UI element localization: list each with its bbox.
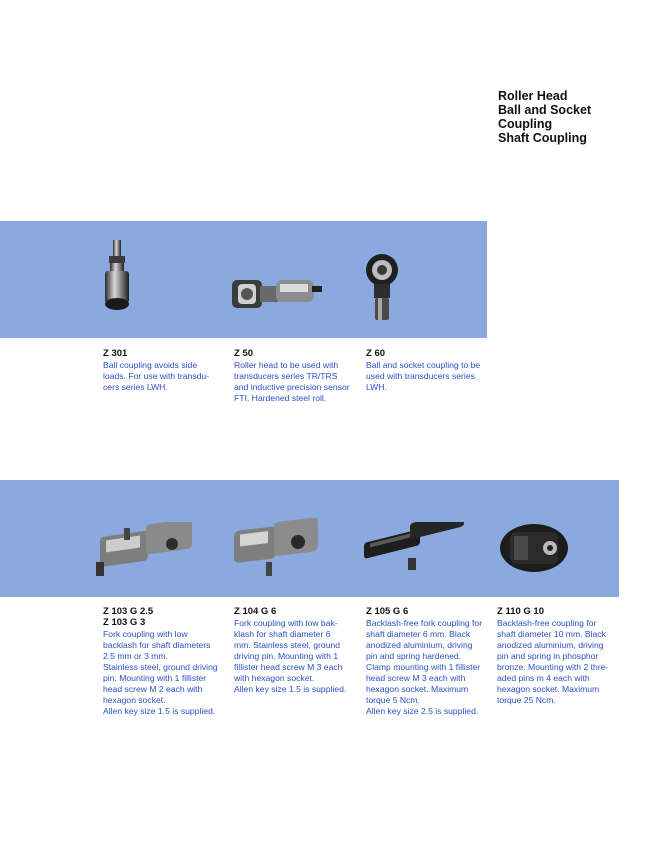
description-line: hexagon socket. Maximum (497, 684, 600, 694)
product-code: Z 103 G 2.5 (103, 606, 154, 617)
description-line: torque 25 Ncm. (497, 695, 556, 705)
description-line: mm. Stainless steel, ground (234, 640, 341, 650)
description-line: with hexagon socket. (234, 673, 315, 683)
description-line: aded pins m 4 each with (497, 673, 590, 683)
product-z301 (103, 348, 225, 393)
z105-fork-coupling-image (360, 522, 470, 576)
description-line: used with transducers series (366, 371, 475, 381)
product-description (366, 618, 488, 717)
description-line: Allen key size 2.5 is supplied. (366, 706, 479, 716)
page-title (498, 89, 591, 145)
product-z110 (497, 606, 619, 706)
product-description (234, 360, 356, 404)
description-line: driving pin. Mounting with 1 (234, 651, 339, 661)
title-line: Coupling (498, 117, 553, 131)
description-line: head screw M 3 each with (366, 673, 466, 683)
z50-roller-head-image (228, 266, 324, 318)
description-line: pin and spring in phosphor (497, 651, 599, 661)
product-z105 (366, 606, 488, 717)
description-line: loads. For use with transdu- (103, 371, 210, 381)
description-line: Ball and socket coupling to be (366, 360, 481, 370)
description-line: Fork coupling with low (103, 629, 188, 639)
product-z103 (103, 606, 225, 717)
title-line: Shaft Coupling (498, 131, 587, 145)
product-description (103, 360, 225, 393)
description-line: bronze. Mounting with 2 thre- (497, 662, 609, 672)
description-line: shaft diameter 6 mm. Black (366, 629, 471, 639)
description-line: fillister head screw M 3 each (234, 662, 343, 672)
description-line: hexagon socket. Maximum (366, 684, 469, 694)
description-line: shaft diameter 10 mm. Black (497, 629, 606, 639)
product-code: Z 104 G 6 (234, 606, 277, 617)
description-line: Fork coupling with low bak- (234, 618, 338, 628)
description-line: Backlash-free fork coupling for (366, 618, 483, 628)
description-line: Backlash-free coupling for (497, 618, 597, 628)
product-code: Z 301 (103, 348, 128, 359)
product-code: Z 110 G 10 (497, 606, 545, 617)
description-line: 2.5 mm or 3 mm. (103, 651, 168, 661)
description-line: LWH. (366, 382, 387, 392)
z110-coupling-image (496, 518, 572, 578)
product-code: Z 60 (366, 348, 386, 359)
product-z104 (234, 606, 356, 695)
description-line: and inductive precision sensor (234, 382, 350, 392)
product-code: Z 50 (234, 348, 254, 359)
product-z60 (366, 348, 488, 393)
description-line: cers series LWH. (103, 382, 168, 392)
description-line: FTI. Hardened steel roll. (234, 393, 327, 403)
description-line: pin. Mounting with 1 fillister (103, 673, 207, 683)
product-code: Z 105 G 6 (366, 606, 409, 617)
product-description (234, 618, 356, 695)
z103-fork-coupling-image (94, 522, 198, 580)
product-description (497, 618, 619, 706)
description-line: anodized aluminium, driving (497, 640, 604, 650)
description-line: Stainless steel, ground driving (103, 662, 218, 672)
product-code: Z 103 G 3 (103, 617, 146, 628)
product-description (103, 629, 225, 717)
description-line: Allen key size 1.5 is supplied. (234, 684, 347, 694)
title-line: Roller Head (498, 89, 568, 103)
z301-ball-coupling-image (92, 238, 142, 320)
description-line: hexagon socket. (103, 695, 166, 705)
description-line: transducers series TR/TRS (234, 371, 338, 381)
description-line: Clamp mounting with 1 fillister (366, 662, 481, 672)
description-line: backlash for shaft diameters (103, 640, 211, 650)
description-line: anodized aluminium, driving (366, 640, 473, 650)
product-z50 (234, 348, 356, 404)
description-line: klash for shaft diameter 6 (234, 629, 331, 639)
description-line: torque 5 Ncm. (366, 695, 420, 705)
description-line: Ball coupling avoids side (103, 360, 198, 370)
description-line: pin and spring hardened. (366, 651, 462, 661)
z60-ball-socket-image (360, 252, 404, 326)
description-line: Allen key size 1.5 is supplied. (103, 706, 216, 716)
product-description (366, 360, 488, 393)
description-line: head screw M 2 each with (103, 684, 203, 694)
description-line: Roller head to be used with (234, 360, 339, 370)
z104-fork-coupling-image (228, 518, 324, 578)
title-line: Ball and Socket (498, 103, 592, 117)
